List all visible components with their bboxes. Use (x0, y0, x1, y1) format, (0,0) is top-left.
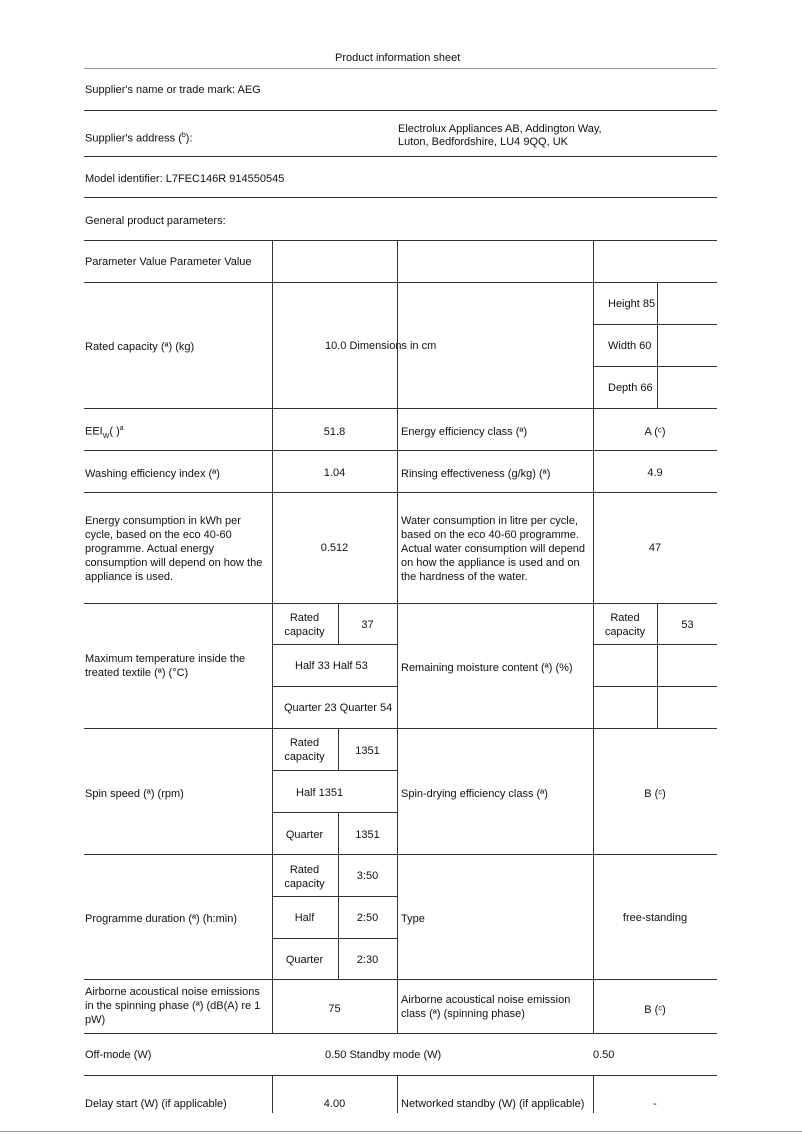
dur-divider (272, 896, 397, 897)
row-divider (84, 728, 717, 729)
rinsing-value: 4.9 (647, 467, 663, 479)
general-parameters-heading: General product parameters: (85, 215, 226, 227)
spin-quarter-value: 1351 (355, 829, 380, 841)
col-divider-2 (397, 240, 398, 408)
spin-class-label: Spin-drying efficiency class (ª) (401, 788, 548, 800)
address-line-2: Luton, Bedfordshire, LU4 9QQ, UK (398, 136, 568, 148)
noise-value: 75 (328, 1003, 341, 1015)
row-divider (84, 282, 717, 283)
water-consumption-value: 47 (648, 542, 662, 554)
moisture-col-divider (657, 603, 658, 728)
delay-start-label: Delay start (W) (if applicable) (85, 1098, 227, 1110)
model-identifier: Model identifier: L7FEC146R 914550545 (85, 173, 285, 185)
moisture-rated-value: 53 (681, 619, 694, 631)
row-divider (84, 492, 717, 493)
title-divider (84, 68, 717, 69)
spin-speed-label: Spin speed (ª) (rpm) (85, 788, 184, 800)
noise-label: Airborne acoustical noise emissions in the spinning phase (ª) (dB(A) re 1 pW) (85, 986, 261, 1026)
dim-divider (593, 324, 717, 325)
off-mode-label: Off-mode (W) (85, 1049, 152, 1061)
row-divider (84, 240, 717, 241)
moisture-divider (593, 644, 717, 645)
dur-quarter-value: 2:30 (356, 954, 379, 966)
type-value: free-standing (622, 912, 688, 924)
dur-quarter-label: Quarter (285, 954, 324, 966)
spin-rated-value: 1351 (355, 745, 380, 757)
dur-half-value: 2:50 (356, 912, 379, 924)
page-bottom-edge (0, 1131, 802, 1132)
spin-col-divider (338, 728, 339, 770)
row-divider (84, 603, 717, 604)
address-line-1: Electrolux Appliances AB, Addington Way, (398, 123, 602, 135)
dur-col-divider (338, 854, 339, 979)
spin-rated-label: Rated capacity (284, 737, 325, 763)
eei-value: 51.8 (323, 426, 346, 438)
col-divider-2-mid (397, 408, 398, 1033)
depth-value: Depth 66 (608, 382, 653, 394)
networked-standby-value: - (653, 1098, 657, 1110)
type-label: Type (401, 913, 425, 925)
networked-standby-label: Networked standby (W) (if applicable) (401, 1098, 585, 1110)
height-value: Height 85 (608, 298, 656, 310)
dur-half-label: Half (294, 912, 315, 924)
col-divider-3 (593, 240, 594, 1033)
moisture-divider (593, 686, 717, 687)
row-divider (84, 979, 717, 980)
spin-half: Half 1351 (296, 787, 344, 799)
temp-divider (272, 644, 397, 645)
row-divider (84, 156, 717, 157)
spin-class-value: B (ᶜ) (644, 788, 666, 800)
eei-label: $EEI_W$( )$^a$ (85, 425, 124, 440)
dim-divider (593, 366, 717, 367)
water-consumption-label: Water consumption in litre per cycle, based on the eco 40-60 programme. Actual water consumption will depend on how the appliance is used and on the hardness of the water. (401, 515, 586, 583)
row-divider (84, 1033, 717, 1034)
supplier-address-label: Supplier's address ($^b$): (85, 132, 193, 145)
row-divider (84, 1075, 717, 1076)
spin-quarter-label: Quarter (285, 829, 324, 841)
energy-consumption-value: 0.512 (320, 542, 349, 554)
width-value: Width 60 (608, 340, 652, 352)
temp-divider (272, 686, 397, 687)
col-divider-1-bottom (272, 1075, 273, 1113)
temp-rated-value: 37 (361, 619, 374, 631)
row-divider (84, 450, 717, 451)
row-divider (84, 408, 717, 409)
col-divider-1 (272, 240, 273, 1033)
page-title: Product information sheet (335, 52, 461, 64)
standby-value: 0.50 (593, 1049, 615, 1061)
spin-divider (272, 812, 397, 813)
temp-half: Half 33 Half 53 (295, 660, 368, 672)
param-header: Parameter Value Parameter Value (85, 256, 252, 268)
max-temperature-label: Maximum temperature inside the treated textile (ª) (°C) (85, 653, 246, 679)
temp-col-divider (338, 603, 339, 644)
dur-rated-value: 3:50 (356, 870, 379, 882)
noise-class-value: B (ᶜ) (644, 1004, 666, 1016)
spin-col-divider (338, 812, 339, 854)
noise-class-label: Airborne acoustical noise emission class (ª) (spinning phase) (401, 994, 571, 1020)
supplier-name: Supplier's name or trade mark: AEG (85, 84, 261, 96)
row-divider (84, 854, 717, 855)
temp-quarter: Quarter 23 Quarter 54 (284, 702, 393, 714)
col-divider-2-bottom (397, 1075, 398, 1113)
dur-divider (272, 938, 397, 939)
col-divider-3-bottom (593, 1075, 594, 1113)
row-divider (84, 110, 717, 111)
washing-efficiency-label: Washing efficiency index (ª) (85, 468, 220, 480)
moisture-label: Remaining moisture content (ª) (%) (401, 662, 573, 674)
delay-start-value: 4.00 (323, 1098, 346, 1110)
spin-divider (272, 770, 397, 771)
dim-col-divider (657, 282, 658, 408)
energy-class-value: A (ᶜ) (644, 426, 666, 438)
duration-label: Programme duration (ª) (h:min) (85, 913, 238, 925)
washing-efficiency-value: 1.04 (323, 467, 346, 479)
rated-capacity-value: 10.0 Dimensions in cm (325, 340, 437, 352)
rated-capacity-label: Rated capacity (ª) (kg) (85, 341, 195, 353)
moisture-rated-label: Rated capacity (604, 612, 646, 638)
row-divider (84, 197, 717, 198)
energy-consumption-label: Energy consumption in kWh per cycle, based on the eco 40-60 programme. Actual energy consumption will depend on how the appliance is used. (85, 515, 263, 583)
off-mode-value: 0.50 Standby mode (W) (325, 1049, 442, 1061)
dur-rated-label: Rated capacity (284, 864, 325, 890)
energy-class-label: Energy efficiency class (ª) (401, 426, 528, 438)
rinsing-label: Rinsing effectiveness (g/kg) (ª) (401, 468, 551, 480)
temp-rated-label: Rated capacity (284, 612, 325, 638)
